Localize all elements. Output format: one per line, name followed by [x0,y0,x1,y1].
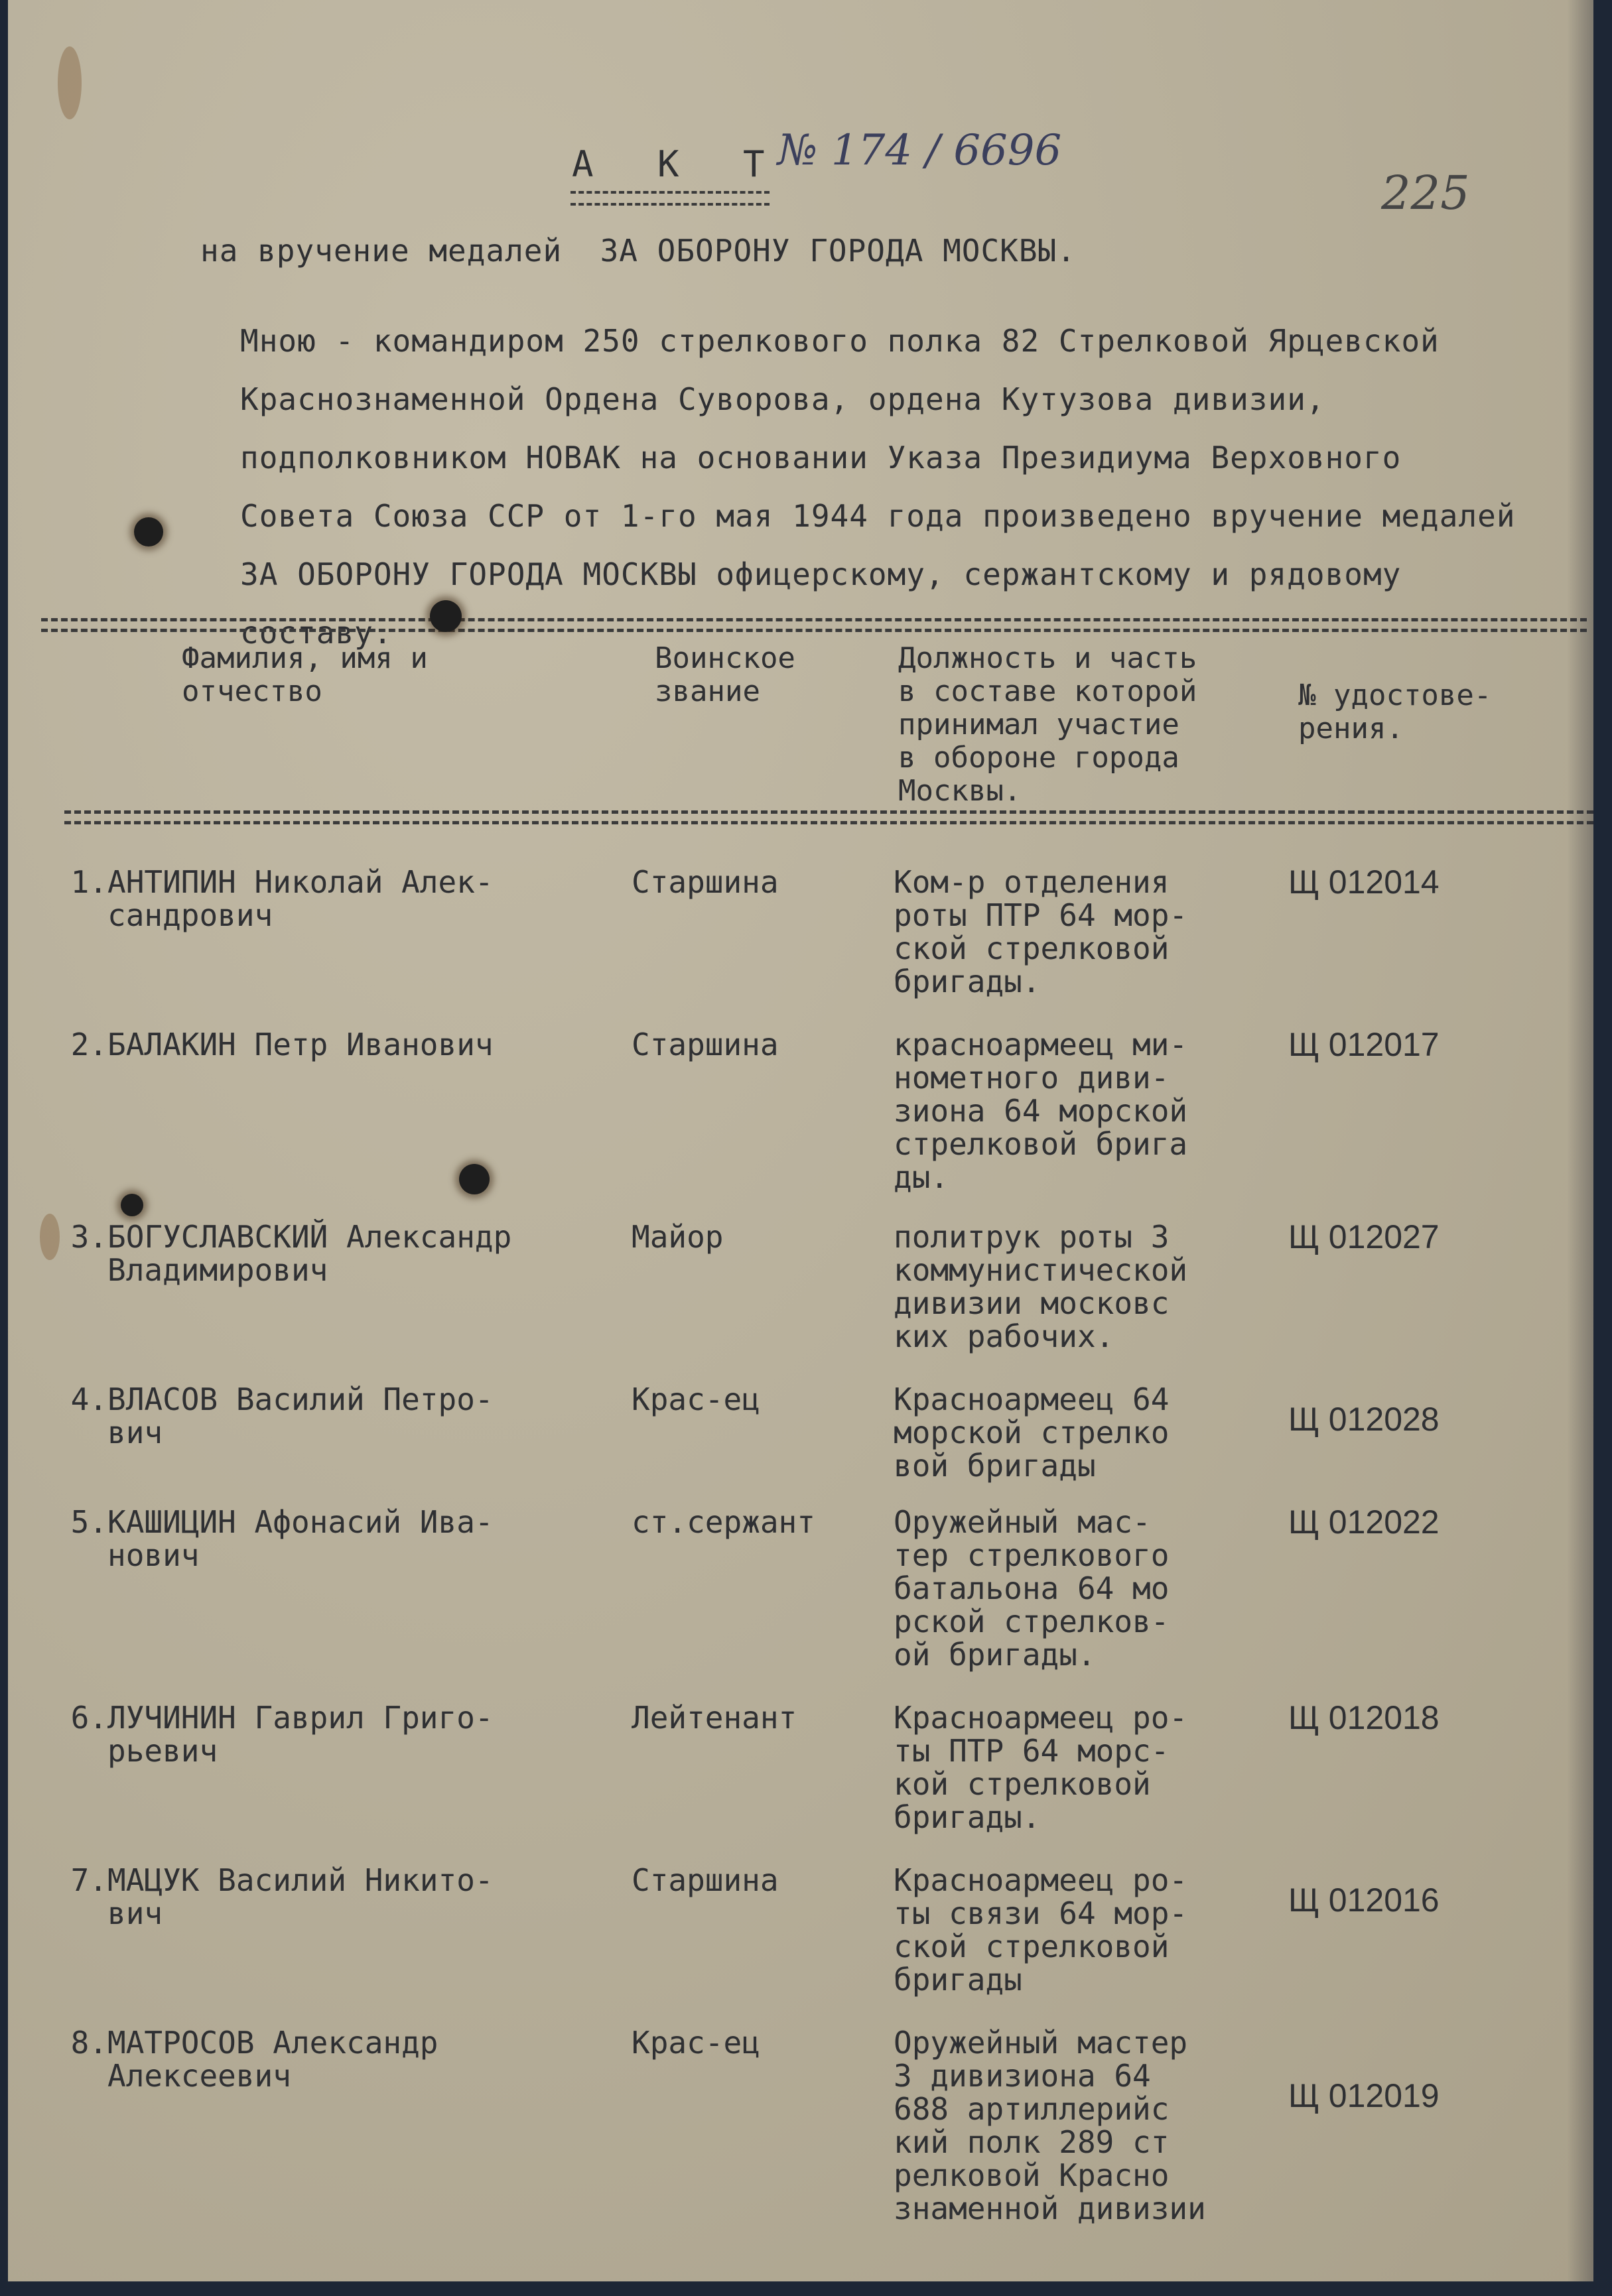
row-rank: Старшина [632,1862,779,1898]
row-position: Красноармеец ро- ты связи 64 мор- ской стрелковой бригады [894,1862,1188,1998]
row-name: ЛУЧИНИН Гаврил Григо- рьевич [107,1700,494,1769]
paper-stain [40,1214,60,1260]
row-certificate: Щ 012014 [1288,863,1440,901]
punch-hole [459,1164,490,1194]
header-bottom-divider [64,821,1593,824]
punch-hole [121,1194,143,1216]
row-certificate: Щ 012019 [1288,2077,1440,2114]
row-number: 7. [70,1862,107,1898]
column-header-position: Должность и часть в составе которой принимал участие в обороне города Москвы. [898,641,1197,808]
table-top-divider [41,618,1587,621]
row-position: Оружейный мастер 3 дивизиона 64 688 артиллерийс кий полк 289 ст релковой Красно знаменной дивизии [894,2025,1206,2226]
document-subtitle: на вручение медалей ЗА ОБОРОНУ ГОРОДА МОСКВЫ. [200,233,1076,269]
archive-page-number: 225 [1381,166,1470,220]
row-certificate: Щ 012027 [1288,1218,1440,1255]
row-rank: Майор [632,1219,724,1255]
page-edge-shadow [1567,0,1593,2281]
header-bottom-divider [64,810,1593,814]
row-number: 4. [70,1381,107,1417]
punch-hole [134,517,163,546]
row-name: БАЛАКИН Петр Иванович [107,1027,494,1062]
document-sheet [8,0,1593,2281]
row-number: 6. [70,1700,107,1736]
row-rank: Лейтенант [632,1700,797,1736]
row-position: Оружейный мас- тер стрелкового батальона 64 мо рской стрелков- ой бригады. [894,1504,1170,1673]
column-header-rank: Воинское звание [655,641,795,708]
row-position: Ком-р отделения роты ПТР 64 мор- ской стрелковой бригады. [894,864,1188,999]
document-paragraph: Мною - командиром 250 стрелкового полка 82 Стрелковой Ярцевской Краснознаменной Ордена Суворова, ордена Кутузова дивизии, подполковником НОВАК на основании Указа Президиума Верховного Совета Союза ССР от 1-го мая 1944 года произведено вручение медалей ЗА ОБОРОНУ ГОРОДА МОСКВЫ офицерскому, сержантскому и рядовому составу. [240,323,1516,651]
act-number-handwritten: № 174 / 6696 [777,126,1062,175]
row-certificate: Щ 012028 [1288,1401,1440,1438]
row-rank: ст.сержант [632,1504,815,1540]
row-rank: Старшина [632,864,779,900]
column-header-certificate: № удостове- рения. [1298,678,1492,745]
row-certificate: Щ 012022 [1288,1503,1440,1541]
row-position: красноармеец ми- нометного диви- зиона 64 морской стрелковой брига ды. [894,1027,1188,1195]
row-name: ВЛАСОВ Василий Петро- вич [107,1381,494,1450]
column-header-name: Фамилия, имя и отчество [182,641,428,708]
table-top-divider [41,629,1587,632]
row-number: 1. [70,864,107,900]
row-rank: Крас-ец [632,1381,760,1417]
row-name: МАЦУК Василий Никито- вич [107,1862,494,1931]
row-certificate: Щ 012016 [1288,1881,1440,1919]
paper-stain [58,46,82,119]
row-name: АНТИПИН Николай Алек- сандрович [107,864,494,933]
punch-hole [430,600,462,632]
row-rank: Старшина [632,1027,779,1062]
document-title: А К Т [572,143,786,185]
title-underline [571,191,770,206]
row-certificate: Щ 012018 [1288,1699,1440,1736]
row-number: 5. [70,1504,107,1540]
row-name: БОГУСЛАВСКИЙ Александр Владимирович [107,1219,512,1288]
row-position: Красноармеец 64 морской стрелко вой бригады [894,1381,1170,1484]
row-name: МАТРОСОВ Александр Алексеевич [107,2025,438,2094]
row-number: 3. [70,1219,107,1255]
row-name: КАШИЦИН Афонасий Ива- нович [107,1504,494,1573]
row-certificate: Щ 012017 [1288,1026,1440,1063]
row-number: 8. [70,2025,107,2061]
row-position: Красноармеец ро- ты ПТР 64 морс- кой стрелковой бригады. [894,1700,1188,1835]
row-position: политрук роты 3 коммунистической дивизии московс ких рабочих. [894,1219,1188,1354]
row-rank: Крас-ец [632,2025,760,2061]
row-number: 2. [70,1027,107,1062]
